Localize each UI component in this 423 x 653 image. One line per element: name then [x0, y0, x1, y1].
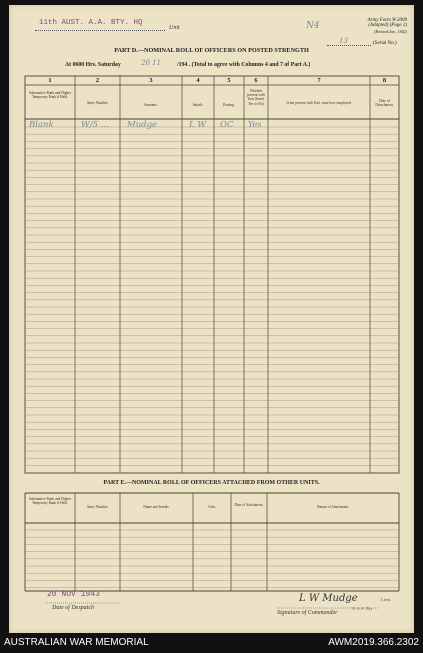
col-header-posting: Posting. [223, 103, 235, 107]
army-form-adapted: (Adapted) (Page 2) [368, 23, 407, 29]
signature-unit: 11 A.A. Bty [351, 606, 373, 611]
unit-label: Unit [169, 25, 180, 31]
at-line-date: 20 11 [141, 59, 162, 67]
form-page [9, 5, 414, 633]
unit-stamp: 11th AUST. A.A. BTY. HQ [39, 19, 143, 27]
row1-present: Yes [248, 120, 262, 129]
footer-right: AWM2019.366.2302 [328, 637, 419, 648]
col-header-army-number: Army Number. [86, 101, 109, 105]
row1-surname: Mudge [127, 120, 158, 130]
e-header-name: Name and Initials. [143, 505, 170, 509]
col-header-surname: Surname. [144, 103, 158, 107]
army-form-revised: (Revised Jan., 1942) [374, 28, 407, 34]
e-header-nature: Nature of Attachment. [316, 505, 350, 509]
footer-left: AUSTRALIAN WAR MEMORIAL [4, 637, 149, 648]
col-number: 4 [196, 77, 200, 84]
e-header-attachment-date: Date of Attachment. [234, 503, 264, 507]
part-d-title: PART D.—NOMINAL ROLL OF OFFICERS ON POSTED STRENGTH [114, 47, 309, 54]
row1-posting: OC [220, 120, 234, 130]
signature-rank: Lieut. [381, 597, 392, 602]
serial-no-handwritten: 13 [339, 37, 348, 45]
col-number: 7 [317, 77, 321, 84]
col-number: 2 [95, 77, 100, 84]
col-header-initials: Initials. [192, 103, 204, 107]
row1-army-number: W/5 ... [81, 120, 109, 130]
col-number: 3 [149, 77, 153, 84]
col-header-detachment: Date of Detachment. [375, 99, 394, 108]
col-number: 8 [382, 77, 387, 84]
col-number: 6 [254, 77, 258, 84]
col-header-rank: Substantive Rank and Higher Temporary Rank if Held. [28, 91, 72, 100]
date-stamp: 20 NOV 1943 [47, 590, 100, 599]
col-number: 1 [48, 77, 52, 84]
col-number: 5 [227, 77, 231, 84]
e-header-rank: Substantive Rank and Higher Temporary Rank if Held. [28, 497, 72, 506]
footer-bar [0, 634, 423, 653]
col-header-present: Whether present with Unit (Insert Yes or No) [247, 89, 265, 106]
at-line-prefix: At 0600 Hrs. Saturday [65, 62, 121, 68]
serial-label: (Serial No.) [373, 41, 397, 46]
e-header-unit: Unit. [208, 505, 216, 509]
col-header-employed: If not present with Unit, state how employed. [286, 101, 352, 105]
at-line-suffix: /194 . (Total to agree with Columns 4 and 7 of Part A.) [177, 62, 311, 68]
row1-initials: L W [189, 120, 207, 130]
e-header-army-number: Army Number. [86, 505, 109, 509]
part-e-title: PART E.—NOMINAL ROLL OF OFFICERS ATTACHED FROM OTHER UNITS. [103, 480, 320, 486]
signature: L W Mudge [299, 593, 358, 604]
row1-rank: Blank [29, 120, 54, 130]
date-of-despatch-label: Date of Despatch [52, 605, 94, 611]
serial-handwritten: N4 [306, 21, 320, 31]
signature-label: Signature of Commander [277, 610, 338, 616]
army-form-title: Army Form W.3009 [367, 18, 407, 23]
